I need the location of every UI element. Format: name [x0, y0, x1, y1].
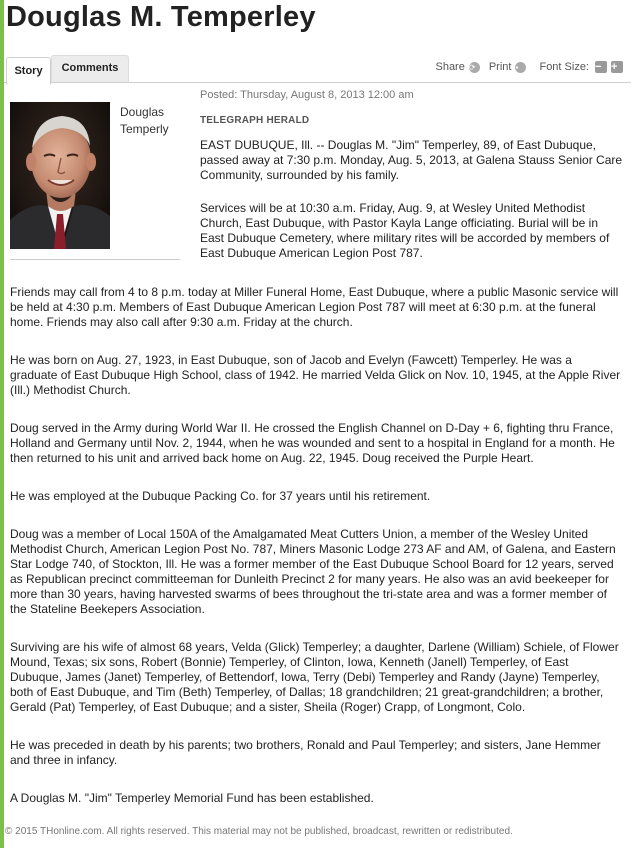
left-accent-bar [0, 0, 4, 848]
portrait-photo [10, 102, 110, 249]
article-paragraph: Doug served in the Army during World War II. He crossed the English Channel on D-Day + 6, fighting thru France, Holland and Germany until Nov. 2, 1944, when he was wounded and sent to a hospital in England for a month. He then returned to his unit and arrived back home on Aug. 22, 1945. Doug received the Purple Heart. [10, 421, 615, 465]
font-increase-button[interactable]: + [611, 61, 623, 73]
article-paragraph: Doug was a member of Local 150A of the Amalgamated Meat Cutters Union, a member of the Wesley United Methodist Church, American Legion Post No. 787, Miners Masonic Lodge 273 AF and AM, of Galena, and Eastern Star Lodge 740, of Stockton, Ill. He was a former member of the East Dubuque School Board for 12 years, served as Republican precinct committeeman for Dunleith Precinct 2 for many years. He also was an avid beekeeper for more than 30 years, having harvested swarms of bees throughout the tri-state area and was a former member of the Stateline Beekepers Association. [10, 527, 616, 616]
article-paragraph: He was preceded in death by his parents; two brothers, Ronald and Paul Temperley; and sisters, Jane Hemmer and three in infancy. [10, 738, 601, 767]
copyright-footer: © 2015 THonline.com. All rights reserved. This material may not be published, broadcast, rewritten or redistributed. [5, 826, 513, 837]
article-paragraph: Surviving are his wife of almost 68 years, Velda (Glick) Temperley; a daughter, Darlene (William) Schiele, of Flower Mound, Texas; six sons, Robert (Bonnie) Temperley, of Clinton, Iowa, Kenneth (Janell) Temperley, of East Dubuque, James (Janet) Temperley, of Bettendorf, Iowa, Terry (Debi) Temperley and Randy (Jayne) Temperley, both of East Dubuque, and Tim (Beth) Temperley, of Dallas; 18 grandchildren; 21 great-grandchildren; a brother, Gerald (Pat) Temperley, of East Dubuque; and a sister, Sheila (Roger) Crapp, of Longmont, Colo. [10, 640, 619, 714]
print-label: Print [488, 61, 512, 73]
share-button[interactable] [435, 61, 479, 73]
posted-date: Posted: Thursday, August 8, 2013 12:00 am [200, 89, 414, 101]
share-icon: ⟳ [469, 62, 480, 73]
tab-bar [4, 54, 631, 83]
photo-divider [10, 259, 180, 260]
article-paragraph: He was born on Aug. 27, 1923, in East Dubuque, son of Jacob and Evelyn (Fawcett) Temperley. He was a graduate of East Dubuque High School, class of 1942. He married Velda Glick on Nov. 10, 1945, at the Apple River (Ill.) Methodist Church. [10, 353, 621, 397]
font-decrease-button[interactable]: − [595, 61, 607, 73]
article-paragraph: He was employed at the Dubuque Packing Co. for 37 years until his retirement. [10, 489, 431, 503]
print-icon: ▪ [515, 62, 526, 73]
portrait-image [10, 102, 110, 249]
tab-story[interactable]: Story [6, 57, 51, 85]
page-title: Douglas M. Temperley [6, 1, 316, 33]
tab-comments[interactable]: Comments [51, 55, 129, 82]
article-paragraph: Friends may call from 4 to 8 p.m. today at Miller Funeral Home, East Dubuque, where a public Masonic service will be held at 4:30 p.m. Members of East Dubuque American Legion Post 787 will meet at 6:30 p.m. at the funeral home. Friends may also call after 9:30 a.m. Friday at the church. [10, 285, 619, 329]
article-paragraph: Services will be at 10:30 a.m. Friday, Aug. 9, at Wesley United Methodist Church, East Dubuque, with Pastor Kayla Lange officiating. Burial will be in East Dubuque Cemetery, where military rites will be accorded by members of East Dubuque American Legion Post 787. [200, 201, 610, 260]
font-size-label: Font Size: [539, 61, 589, 73]
article-source: TELEGRAPH HERALD [200, 115, 310, 126]
print-button[interactable] [489, 61, 527, 73]
article-paragraph: A Douglas M. "Jim" Temperley Memorial Fund has been established. [10, 791, 374, 805]
article-tools [435, 61, 623, 73]
article-paragraph: EAST DUBUQUE, Ill. -- Douglas M. "Jim" Temperley, 89, of East Dubuque, passed away at 7:30 p.m. Monday, Aug. 5, 2013, at Galena Stauss Senior Care Community, surrounded by his family. [200, 138, 623, 182]
share-label: Share [435, 61, 465, 73]
photo-caption: Douglas Temperly [120, 105, 169, 136]
